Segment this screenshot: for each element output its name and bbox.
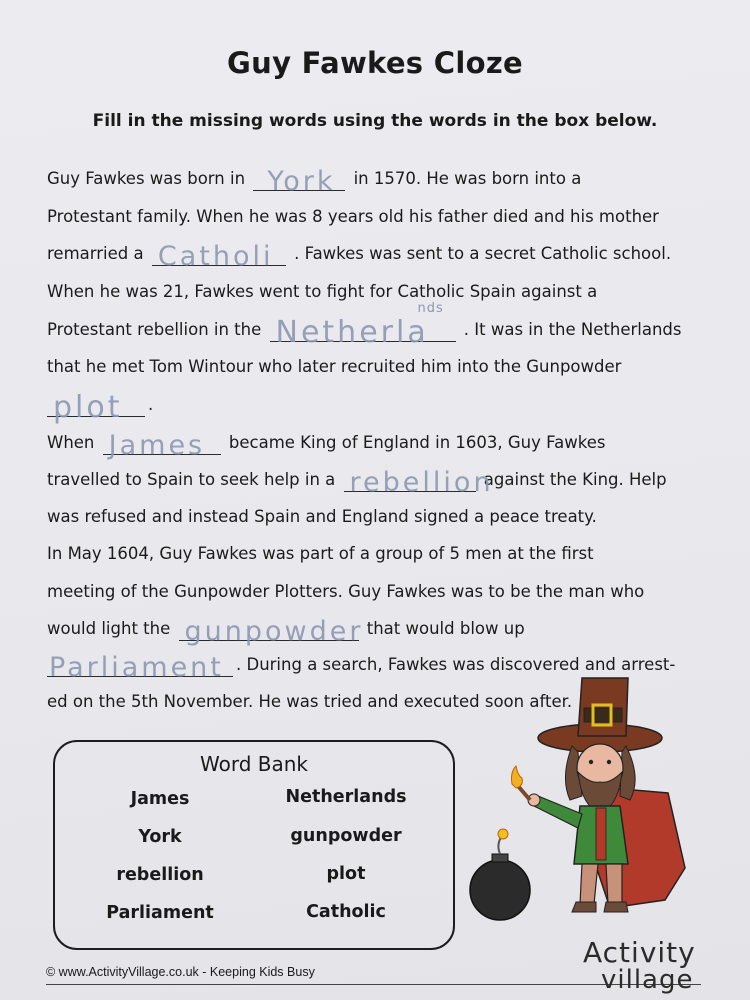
passage-line-4: When he was 21, Fawkes went to fight for Catholic Spain against a: [47, 282, 598, 301]
passage-text: Guy Fawkes was born in: [47, 169, 246, 188]
boot: [572, 902, 596, 912]
handwritten-answer: rebellion: [349, 467, 494, 498]
worksheet-title: Guy Fawkes Cloze: [227, 46, 523, 80]
leg: [606, 864, 622, 904]
arm: [534, 796, 582, 828]
bomb: [470, 860, 530, 920]
passage-line-6: that he met Tom Wintour who later recruited him into the Gunpowder: [47, 357, 622, 376]
blank-netherlands[interactable]: [270, 301, 456, 350]
hat-band: [584, 708, 622, 722]
word-bank-word: Catholic: [306, 902, 386, 922]
passage-line-1: [47, 166, 582, 197]
passage-line-8: [47, 430, 606, 461]
word-bank-word: York: [138, 827, 182, 847]
instructions: Fill in the missing words using the words in the box below.: [92, 111, 658, 131]
eye: [589, 760, 593, 764]
guy-fawkes-illustration: [460, 668, 700, 938]
handwritten-answer: Parliament: [49, 652, 224, 683]
passage-text: .: [148, 395, 154, 414]
word-bank-word: rebellion: [116, 865, 204, 885]
torch-flame: [512, 766, 523, 788]
passage-line-5: [47, 301, 682, 350]
eye: [607, 760, 611, 764]
tunic-stripe: [596, 808, 606, 860]
passage-line-2: Protestant family. When he was 8 years old his father died and his mother: [47, 207, 659, 226]
handwritten-answer: Netherla: [275, 315, 429, 350]
torch-stick: [518, 786, 530, 800]
passage-text: Protestant rebellion in the: [47, 320, 262, 339]
passage-text: would light the: [47, 619, 171, 638]
bomb-cap: [492, 854, 508, 862]
passage-text: against the King. Help: [483, 470, 667, 489]
passage-text: in 1570. He was born into a: [353, 169, 582, 188]
handwritten-answer: Catholi: [157, 241, 274, 272]
passage-text: . It was in the Netherlands: [463, 320, 682, 339]
passage-line-10: was refused and instead Spain and England signed a peace treaty.: [47, 507, 597, 526]
handwritten-answer: York: [267, 166, 336, 197]
word-bank-box: [53, 740, 455, 950]
handwritten-answer: James: [108, 430, 206, 461]
passage-text: travelled to Spain to seek help in a: [47, 470, 336, 489]
passage-text: that would blow up: [366, 619, 525, 638]
logo-text-bottom: village: [601, 965, 694, 995]
word-bank-word: plot: [326, 864, 366, 884]
passage-line-7: [47, 390, 154, 425]
blank-catholic[interactable]: [152, 241, 286, 272]
word-bank-word: Parliament: [106, 903, 214, 923]
blank-parliament[interactable]: [47, 652, 233, 683]
blank-york[interactable]: [253, 166, 345, 197]
hat-crown: [578, 678, 628, 736]
handwritten-answer: plot: [53, 390, 123, 425]
word-bank-word: gunpowder: [290, 826, 402, 846]
passage-line-3: [47, 241, 672, 272]
passage-text: When: [47, 433, 95, 452]
blank-plot[interactable]: [47, 390, 145, 425]
boot: [604, 902, 628, 912]
blank-rebellion[interactable]: [344, 467, 494, 498]
passage-line-11: In May 1604, Guy Fawkes was part of a group of 5 men at the first: [47, 544, 594, 563]
passage-text: became King of England in 1603, Guy Fawkes: [228, 433, 606, 452]
activity-village-logo: [583, 936, 723, 998]
passage-line-9: [47, 467, 667, 498]
footer-copyright: © www.ActivityVillage.co.uk - Keeping Kids Busy: [46, 965, 315, 979]
leg: [580, 864, 598, 904]
handwritten-answer: gunpowder: [184, 616, 364, 647]
passage-text: . During a search, Fawkes was discovered and arrest-: [236, 655, 676, 674]
passage-text: . Fawkes was sent to a secret Catholic school.: [294, 244, 672, 263]
word-bank-title: Word Bank: [200, 752, 308, 776]
word-bank-word: Netherlands: [285, 787, 407, 807]
blank-gunpowder[interactable]: [179, 616, 364, 647]
handwritten-answer-extra: nds: [417, 301, 444, 316]
fuse-spark: [498, 829, 508, 839]
passage-line-13: [47, 616, 525, 647]
passage-line-15: ed on the 5th November. He was tried and executed soon after.: [47, 692, 573, 711]
blank-james[interactable]: [103, 430, 221, 461]
word-bank-word: James: [130, 789, 190, 809]
logo-text-top: Activity: [583, 936, 696, 969]
passage-text: remarried a: [47, 244, 144, 263]
passage-line-12: meeting of the Gunpowder Plotters. Guy Fawkes was to be the man who: [47, 582, 645, 601]
